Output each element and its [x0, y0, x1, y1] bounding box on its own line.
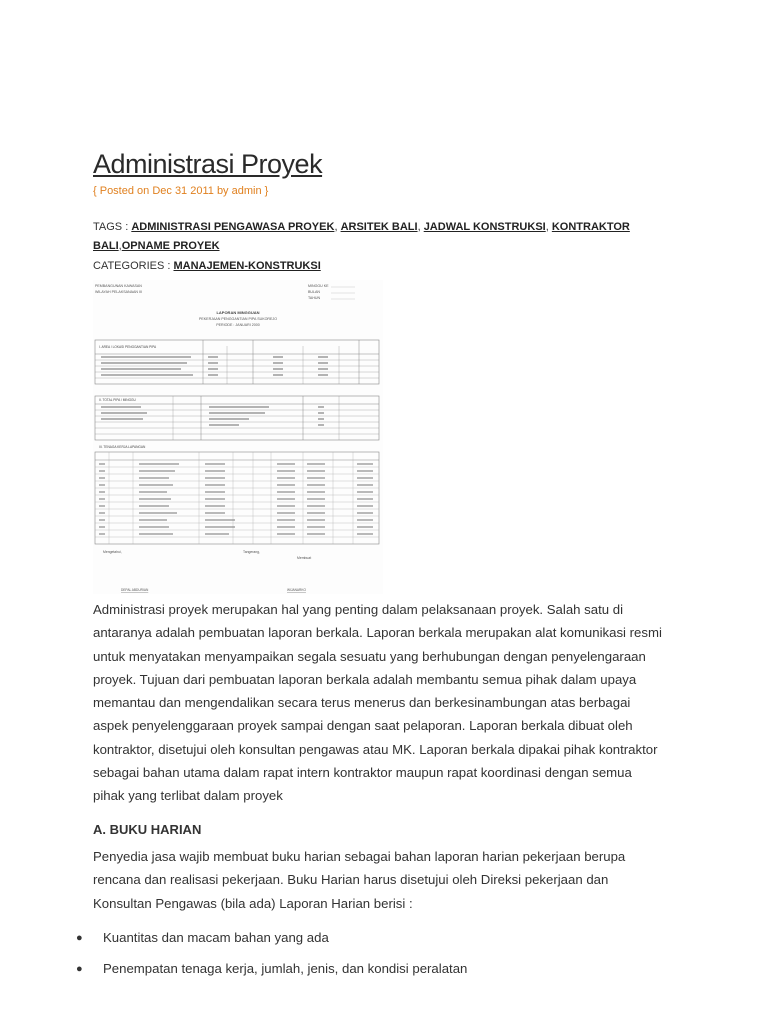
- tags-label: TAGS :: [93, 221, 132, 233]
- scan-month-label: BULAN: [308, 290, 320, 294]
- scan-sign-left: Mengetahui,: [103, 550, 122, 554]
- tag-link[interactable]: JADWAL KONSTRUKSI: [423, 221, 546, 233]
- tag-link[interactable]: KONTRAKTOR BALI: [93, 221, 630, 252]
- tag-link[interactable]: ADMINISTRASI PENGAWASA PROYEK: [131, 221, 335, 233]
- bullet-list: [76, 925, 467, 987]
- post-title[interactable]: Administrasi Proyek: [93, 149, 323, 179]
- scan-section-1: I. AREA / LOKASI PENGGANTIAN PIPA: [99, 345, 157, 349]
- scan-year-label: TAHUN: [308, 296, 321, 300]
- tag-link[interactable]: ARSITEK BALI: [340, 221, 418, 233]
- post-meta: { Posted on Dec 31 2011 by admin }: [93, 185, 269, 197]
- scan-sign-right: Membuat: [297, 556, 312, 560]
- scan-signer-left: DEPAL ABDURIAN: [121, 588, 149, 592]
- list-item-text: Kuantitas dan macam bahan yang ada: [103, 930, 329, 945]
- section-heading: A. BUKU HARIAN: [93, 822, 202, 837]
- scan-company: PEMBANGUNAN KAWASAN: [95, 284, 142, 288]
- section-paragraph: Penyedia jasa wajib membuat buku harian sebagai bahan laporan harian pekerjaan berupa rencana dan realisasi pekerjaan. Buku Harian harus disetujui oleh Direksi pekerjaan dan Konsultan Pengawas (bila ada) Laporan Harian berisi :: [93, 849, 626, 911]
- scan-period: PERIODE : JANUARI 2000: [216, 323, 260, 327]
- bullet-icon: ●: [76, 932, 83, 944]
- post-categories: [93, 257, 321, 276]
- scan-sign-place: Tangerang,: [243, 550, 260, 554]
- tag-link[interactable]: OPNAME PROYEK: [121, 240, 220, 252]
- list-item: [76, 925, 467, 956]
- categories-label: CATEGORIES :: [93, 260, 174, 272]
- scan-section-3: III. TENAGA KERJA LAPANGAN: [99, 445, 146, 449]
- report-scan-image: [93, 280, 383, 594]
- post-tags: TAGS : ADMINISTRASI PENGAWASA PROYEK, ARSITEK BALI, JADWAL KONSTRUKSI, KONTRAKTOR BALI,OPNAME PROYEK: [93, 221, 630, 252]
- intro-paragraph: Administrasi proyek merupakan hal yang penting dalam pelaksanaan proyek. Salah satu di antaranya adalah pembuatan laporan berkala. Laporan berkala merupakan alat komunikasi resmi untuk menyatakan menyampaikan segala sesuatu yang berhubungan dengan penyelengaraan proyek. Tujuan dari pembuatan laporan berkala adalah membantu semua pihak dalam upaya memantau dan mengendalikan secara terus menerus dan berkesinambungan atas berbagai aspek penyelenggaraan proyek sampai dengan saat pelaporan. Laporan berkala dibuat oleh kontraktor, disetujui oleh konsultan pengawas atau MK. Laporan berkala dipakai pihak kontraktor sebagai bahan utama dalam rapat intern kontraktor maupun rapat koordinasi dengan semua pihak yang terlibat dalam proyek: [93, 602, 662, 804]
- scan-region: WILAYAH PELAKSANAAN III: [95, 290, 142, 294]
- bullet-icon: ●: [76, 963, 83, 975]
- scan-title: LAPORAN MINGGUAN: [216, 310, 260, 315]
- scan-week-label: MINGGU KE: [308, 284, 329, 288]
- list-item: [76, 956, 467, 987]
- category-link[interactable]: MANAJEMEN-KONSTRUKSI: [173, 260, 321, 272]
- scan-signer-right: WIJANARKO: [287, 588, 306, 592]
- scan-section-2: II. TOTAL PIPA / MINGGU: [99, 398, 136, 402]
- list-item-text: Penempatan tenaga kerja, jumlah, jenis, dan kondisi peralatan: [103, 961, 468, 976]
- scan-subtitle: PEKERJAAN PENGGANTIAN PIPA SUKOREJO: [198, 317, 278, 321]
